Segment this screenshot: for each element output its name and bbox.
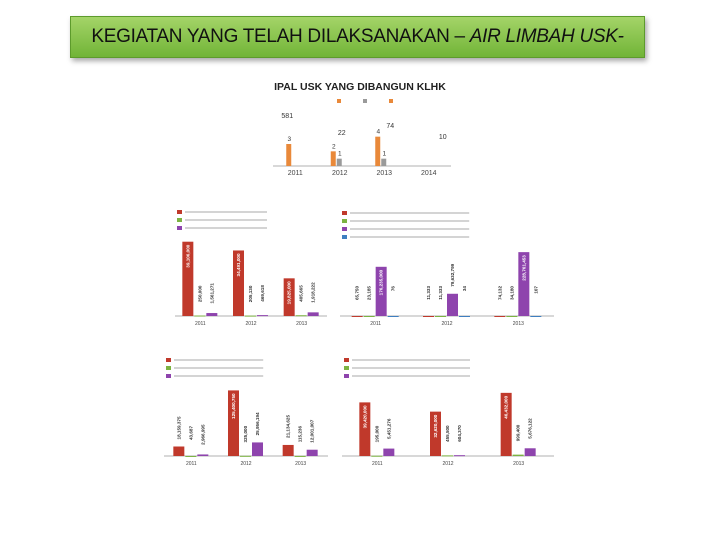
chart-panel-bottom-left <box>160 350 332 470</box>
bar-data-label: 79,632,799 <box>450 263 455 287</box>
bar <box>530 316 541 317</box>
legend-swatch <box>177 226 182 230</box>
x-tick-label: 2011 <box>371 461 383 467</box>
x-tick-label: 2011 <box>370 321 382 327</box>
bar <box>525 448 536 456</box>
bar-data-label: 228,761,453 <box>521 255 527 281</box>
bar <box>423 316 434 317</box>
value-label: 10 <box>438 134 447 141</box>
title-italic: AIR LIMBAH USK- <box>469 26 624 47</box>
bar-data-label: 23,185 <box>366 285 372 301</box>
bar-data-label: 604,370 <box>457 425 462 442</box>
bar <box>447 294 458 316</box>
bar-data-label: 405,665 <box>298 285 304 302</box>
bar <box>295 456 306 457</box>
bar-data-label: 21,134,625 <box>285 414 291 438</box>
bar <box>257 315 268 316</box>
bar <box>245 316 256 317</box>
bar-data-label: 1,918,222 <box>310 282 316 303</box>
x-tick-label: 2012 <box>245 321 257 327</box>
bar <box>206 313 217 316</box>
bar-data-label: 18,159,375 <box>176 416 182 440</box>
bar-data-label: 34,491,000 <box>236 253 241 277</box>
chart-svg <box>171 202 331 330</box>
x-tick-label: 2013 <box>295 461 307 467</box>
bar <box>459 316 470 317</box>
bar <box>506 316 517 317</box>
bar-data-label: 76 <box>390 285 396 292</box>
bar-data-label: 11,333 <box>438 285 443 300</box>
chart-svg <box>336 203 558 330</box>
bar-data-label: 999,400 <box>515 424 521 442</box>
bar <box>307 450 318 456</box>
value-label: 581 <box>281 113 294 120</box>
legend-swatch <box>344 358 349 362</box>
legend-swatch <box>344 374 349 378</box>
bar <box>371 456 382 457</box>
x-tick-label: 2013 <box>376 170 393 177</box>
legend-swatch <box>166 374 171 378</box>
chart-title: IPAL USK YANG DIBANGUN KLHK <box>274 81 446 93</box>
bar <box>337 159 342 166</box>
chart-ipal-usk <box>265 78 455 183</box>
bar <box>331 151 336 166</box>
bar <box>197 454 208 456</box>
legend-swatch <box>342 211 347 215</box>
legend-swatch <box>363 99 367 103</box>
bar-value-label: 1 <box>337 150 342 158</box>
bar-data-label: 74,132 <box>497 285 503 301</box>
x-tick-label: 2012 <box>240 461 252 467</box>
bar <box>454 455 465 456</box>
bar-data-label: 250,000 <box>197 285 203 303</box>
chart-svg <box>338 350 558 470</box>
bar-data-label: 19,825,000 <box>286 281 292 305</box>
bar-data-label: 195,000 <box>374 425 380 443</box>
x-tick-label: 2013 <box>296 321 308 327</box>
bar <box>375 137 380 166</box>
legend-swatch <box>166 366 171 370</box>
x-tick-label: 2013 <box>513 461 525 467</box>
bar-data-label: 39,106,000 <box>185 244 191 268</box>
bar <box>364 316 375 317</box>
bar-data-label: 125,400,750 <box>231 393 236 419</box>
legend-swatch <box>389 99 393 103</box>
bar-data-label: 115,236 <box>297 425 303 443</box>
bar-data-label: 205,130 <box>248 285 253 303</box>
legend-swatch <box>177 218 182 222</box>
bar-data-label: 32,620,000 <box>433 414 438 438</box>
legend-swatch <box>342 227 347 231</box>
x-tick-label: 2012 <box>441 321 453 327</box>
bar-data-label: 11,333 <box>426 285 431 300</box>
bar <box>352 316 363 317</box>
bar-data-label: 34,180 <box>509 285 515 301</box>
x-tick-label: 2014 <box>420 170 437 177</box>
bar <box>185 456 196 457</box>
value-label: 74 <box>386 123 395 130</box>
bar <box>442 455 453 456</box>
bar <box>308 312 319 316</box>
bar-value-label: 1 <box>382 150 387 158</box>
bar <box>173 447 184 456</box>
bar-data-label: 39,420,000 <box>362 405 368 429</box>
bar <box>494 316 505 317</box>
bar-data-label: 34 <box>462 286 467 292</box>
bar <box>296 315 307 316</box>
title-main: KEGIATAN YANG TELAH DILAKSANAKAN – <box>91 26 470 47</box>
x-tick-label: 2011 <box>185 461 197 467</box>
legend-swatch <box>166 358 171 362</box>
bar-data-label: 455,500 <box>445 425 450 442</box>
bar-data-label: 1,561,271 <box>209 283 215 304</box>
title-banner <box>70 16 645 58</box>
bar <box>240 456 251 457</box>
bar <box>252 442 263 456</box>
bar <box>381 159 386 166</box>
bar-data-label: 2,966,995 <box>200 424 206 445</box>
bar-data-label: 107 <box>533 285 539 294</box>
bar <box>194 316 205 317</box>
bar <box>513 455 524 456</box>
bar-value-label: 3 <box>287 136 292 143</box>
chart-panel-top-right <box>336 203 558 330</box>
chart-svg <box>160 350 332 470</box>
bar-data-label: 12,001,007 <box>309 419 315 443</box>
bar-data-label: 46,432,000 <box>503 395 509 419</box>
x-tick-label: 2011 <box>287 170 303 177</box>
legend-swatch <box>344 366 349 370</box>
bar-value-label: 4 <box>376 128 381 136</box>
x-tick-label: 2011 <box>194 321 206 327</box>
bar-data-label: 5,451,276 <box>386 418 392 440</box>
bar-value-label: 2 <box>331 143 336 151</box>
bar-data-label: 176,235,000 <box>378 269 384 296</box>
bar-data-label: 5,676,122 <box>527 418 533 439</box>
bar <box>383 449 394 456</box>
chart-panel-top-left <box>171 202 331 330</box>
chart-svg <box>265 78 455 183</box>
legend-swatch <box>337 99 341 103</box>
bar <box>435 316 446 317</box>
bar-data-label: 65,750 <box>354 285 360 301</box>
value-label: 22 <box>337 130 346 137</box>
bar-data-label: 25,956,194 <box>255 412 260 436</box>
bar-data-label: 43,687 <box>188 425 194 441</box>
x-tick-label: 2013 <box>512 321 524 327</box>
bar-data-label: 325,000 <box>243 425 248 443</box>
slide-title <box>91 26 623 48</box>
chart-panel-bottom-right <box>338 350 558 470</box>
bar <box>286 144 291 166</box>
legend-swatch <box>342 235 347 239</box>
bar <box>283 445 294 456</box>
legend-swatch <box>177 210 182 214</box>
legend-swatch <box>342 219 347 223</box>
bar <box>388 316 399 317</box>
x-tick-label: 2012 <box>442 461 454 467</box>
x-tick-label: 2012 <box>331 170 348 177</box>
bar-data-label: 469,618 <box>260 285 265 302</box>
